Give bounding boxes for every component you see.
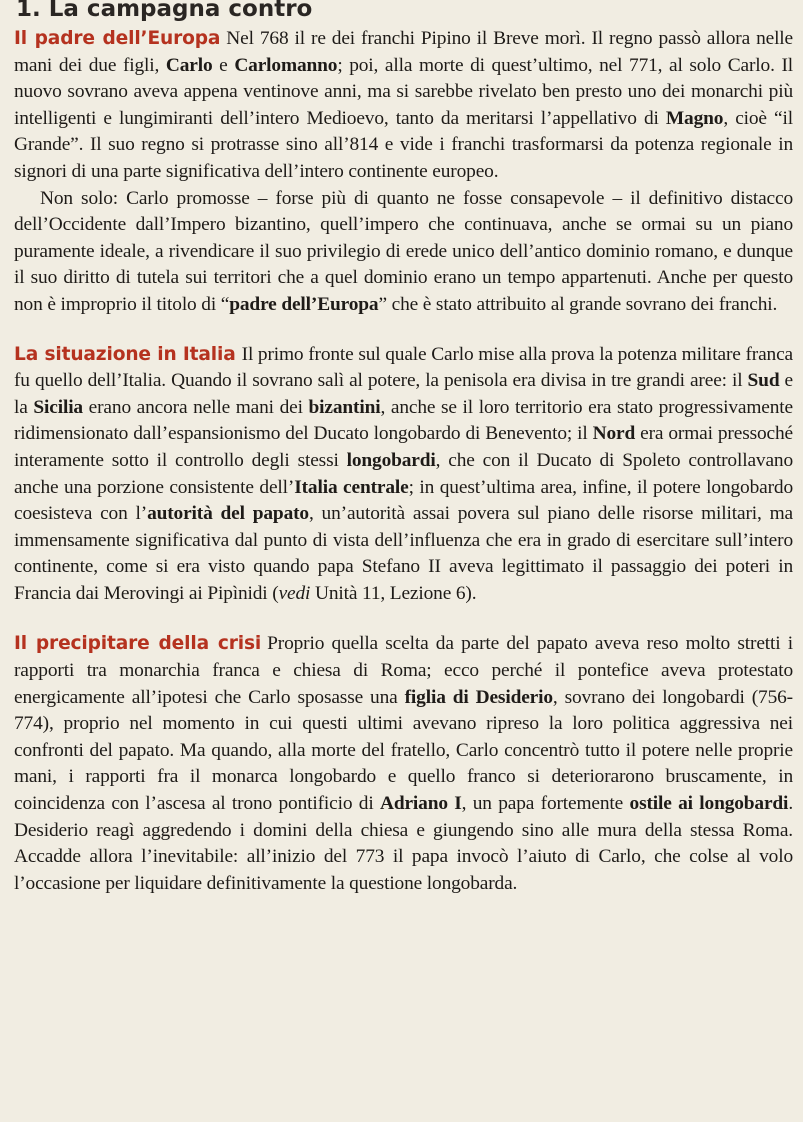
page-content xyxy=(14,26,793,897)
text-run: ” che è stato attribuito al grande sovrano dei franchi. xyxy=(378,293,778,315)
paragraph xyxy=(14,342,793,608)
bold-term: Sicilia xyxy=(33,396,83,418)
bold-term: Nord xyxy=(592,423,636,445)
text-run: e xyxy=(212,54,235,76)
bold-term: bizantini xyxy=(308,396,381,418)
bold-term: autorità del papato xyxy=(147,503,309,525)
text-run: ; poi, alla morte di quest’ultimo, nel 771, al solo Carlo. Il nuovo sovrano aveva appena ventinove anni, ma si sarebbe rivelato ben presto uno dei monarchi più intelligenti e lungimiranti dell’intero Medioevo, tanto da meritarsi l’appellativo di xyxy=(14,54,793,129)
bold-term: Magno xyxy=(665,107,724,129)
bold-term: figlia di Desiderio xyxy=(404,686,553,708)
bold-term: ostile ai longobardi xyxy=(629,793,789,815)
text-run: Il primo fronte sul quale Carlo mise alla prova la potenza militare franca fu quello dell’Italia. Quando il sovrano salì al potere, la penisola era divisa in tre grandi aree: il xyxy=(14,343,793,392)
section xyxy=(14,631,793,897)
paragraph xyxy=(14,186,793,319)
text-run: , un’autorità assai povera sul piano delle risorse militari, ma immensamente significativa dal punto di vista dell’influenza che era in grado di esercitare sull’intero continente, come si era visto quando papa Stefano II aveva legittimato il passaggio dei poteri in Francia dai Merovingi ai Pipìnidi ( xyxy=(14,503,793,604)
text-run: Unità 11, Lezione 6). xyxy=(310,582,477,604)
section-heading: La situazione in Italia xyxy=(14,343,236,365)
section-heading: Il precipitare della crisi xyxy=(14,633,262,655)
bold-term: padre dell’Europa xyxy=(229,293,379,315)
text-run: ; in quest’ultima area, infine, il potere longobardo coesisteva con l’ xyxy=(14,476,793,525)
text-run: . Desiderio reagì aggredendo i domini della chiesa e giungendo sino alle mura della stessa Roma. Accadde allora l’inevitabile: all’inizio del 773 il papa invocò l’aiuto di Carlo, che colse al volo l’occasione per liquidare definitivamente la questione longobarda. xyxy=(14,793,794,894)
bold-term: Sud xyxy=(747,370,780,392)
text-run: , cioè “il Grande”. Il suo regno si protrasse sino all’814 e vide i franchi trasformarsi da potenza regionale in signori di una parte significativa dell’intero continente europeo. xyxy=(14,107,793,182)
text-run: Non solo: Carlo promosse – forse più di quanto ne fosse consapevole – il definitivo distacco dell’Occidente dall’Impero bizantino, quell’impero che continuava, anche se ormai su un piano puramente ideale, a rivendicare il suo privilegio di erede unico dell’antico dominio romano, e dunque il suo diritto di tutela sui territori che a quel dominio erano un tempo appartenuti. Anche per questo non è improprio il titolo di “ xyxy=(14,187,793,315)
text-run: e la xyxy=(14,370,793,418)
text-run: erano ancora nelle mani dei xyxy=(82,396,309,418)
text-run: Proprio quella scelta da parte del papato aveva reso molto stretti i rapporti tra monarchia franca e chiesa di Roma; ecco perché il pontefice aveva protestato energicamente all’ipotesi che Carlo sposasse una xyxy=(14,633,793,708)
paragraph xyxy=(14,631,793,897)
text-run: , un papa fortemente xyxy=(461,793,630,815)
bold-term: Carlo xyxy=(165,54,213,76)
text-run: , sovrano dei longobardi (756-774), proprio nel momento in cui questi ultimi avevano ripreso la loro politica aggressiva nei confronti del papato. Ma quando, alla morte del fratello, Carlo concentrò tutto il potere nelle proprie mani, i rapporti fra il monarca longobardo e quello franco si deteriorarono bruscamente, in coincidenza con l’ascesa al trono pontificio di xyxy=(14,686,793,815)
chapter-title: 1. La campagna contro xyxy=(16,0,313,22)
section xyxy=(14,26,793,319)
bold-term: Carlomanno xyxy=(234,54,338,76)
bold-term: longobardi xyxy=(346,449,436,471)
paragraph xyxy=(14,26,793,186)
bold-term: Italia centrale xyxy=(294,476,409,498)
section-heading: Il padre dell’Europa xyxy=(14,28,221,49)
bold-term: Adriano I xyxy=(379,793,462,815)
section xyxy=(14,342,793,608)
text-run: , anche se il loro territorio era stato progressivamente ridimensionato dall’espansionismo del Ducato longobardo di Benevento; il xyxy=(14,396,793,445)
text-run: era ormai pressoché interamente sotto il controllo degli stessi xyxy=(14,423,793,471)
text-run: Nel 768 il re dei franchi Pipino il Breve morì. Il regno passò allora nelle mani dei due figli, xyxy=(14,28,793,76)
italic-text: vedi xyxy=(278,582,311,604)
text-run: , che con il Ducato di Spoleto controllavano anche una porzione consistente dell’ xyxy=(14,449,793,498)
